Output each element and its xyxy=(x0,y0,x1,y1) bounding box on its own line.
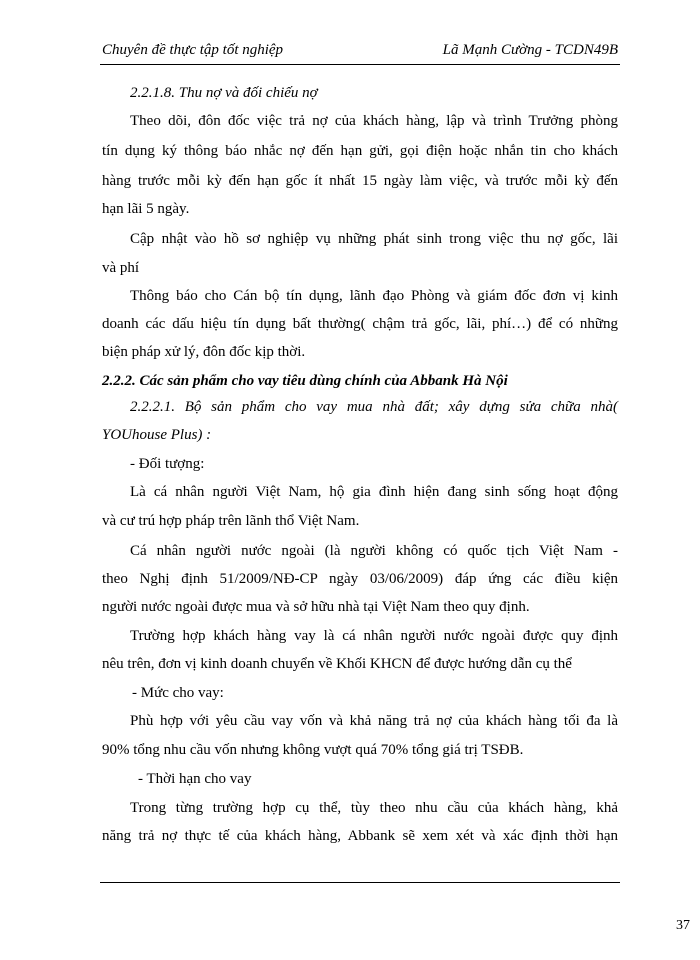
paragraph-line: Theo dõi, đôn đốc việc trả nợ của khách hàng, lập và trình Trưởng phòng xyxy=(130,113,618,129)
footer-rule xyxy=(100,882,620,883)
header-author: Lã Mạnh Cường - TCDN49B xyxy=(442,42,618,58)
paragraph-line: Trường hợp khách hàng vay là cá nhân người nước ngoài được quy định xyxy=(130,628,618,644)
paragraph-line: biện pháp xử lý, đôn đốc kịp thời. xyxy=(102,344,306,360)
paragraph-line: theo Nghị định 51/2009/NĐ-CP ngày 03/06/2009) đáp ứng các điều kiện xyxy=(102,571,618,587)
paragraph-line: 90% tổng nhu cầu vốn nhưng không vượt quá 70% tổng giá trị TSĐB. xyxy=(102,742,524,758)
paragraph-line: doanh các dấu hiệu tín dụng bất thường( chậm trả gốc, lãi, phí…) để có những xyxy=(102,316,618,332)
page-number: 37 xyxy=(676,918,690,933)
list-label-loan-amount: - Mức cho vay: xyxy=(132,685,224,701)
paragraph-line: Cá nhân người nước ngoài (là người không có quốc tịch Việt Nam - xyxy=(130,543,618,559)
section-heading-consumer-loans: 2.2.2. Các sản phẩm cho vay tiêu dùng chính của Abbank Hà Nội xyxy=(102,373,508,389)
paragraph-line: tín dụng ký thông báo nhắc nợ đến hạn gửi, gọi điện hoặc nhắn tin cho khách xyxy=(102,143,618,159)
paragraph-line: hàng trước mỗi kỳ đến hạn gốc ít nhất 15 ngày làm việc, và trước mỗi kỳ đến xyxy=(102,173,618,189)
list-label-subject: - Đối tượng: xyxy=(130,456,205,472)
paragraph-line: Trong từng trường hợp cụ thể, tùy theo nhu cầu của khách hàng, khả xyxy=(130,800,618,816)
list-label-loan-term: - Thời hạn cho vay xyxy=(138,771,252,787)
subsection-heading-youhouse-cont: YOUhouse Plus) : xyxy=(102,427,212,443)
paragraph-line: Thông báo cho Cán bộ tín dụng, lãnh đạo Phòng và giám đốc đơn vị kinh xyxy=(130,288,618,304)
paragraph-line: người nước ngoài được mua và sở hữu nhà tại Việt Nam theo quy định. xyxy=(102,599,530,615)
paragraph-line: Cập nhật vào hồ sơ nghiệp vụ những phát sinh trong việc thu nợ gốc, lãi xyxy=(130,231,618,247)
paragraph-line: Phù hợp với yêu cầu vay vốn và khả năng trả nợ của khách hàng tối đa là xyxy=(130,713,618,729)
page-header xyxy=(100,38,620,62)
paragraph-line: và phí xyxy=(102,260,140,276)
subsection-heading-youhouse: 2.2.2.1. Bộ sản phẩm cho vay mua nhà đất; xây dựng sửa chữa nhà( xyxy=(130,399,618,415)
subsection-heading-debt-collection: 2.2.1.8. Thu nợ và đối chiếu nợ xyxy=(130,85,318,101)
paragraph-line: năng trả nợ thực tế của khách hàng, Abbank sẽ xem xét và xác định thời hạn xyxy=(102,828,618,844)
header-rule xyxy=(100,64,620,65)
paragraph-line: hạn lãi 5 ngày. xyxy=(102,201,190,217)
header-document-title: Chuyên đề thực tập tốt nghiệp xyxy=(102,42,284,58)
paragraph-line: và cư trú hợp pháp trên lãnh thổ Việt Nam. xyxy=(102,513,360,529)
paragraph-line: nêu trên, đơn vị kinh doanh chuyển về Khối KHCN để được hướng dẫn cụ thể xyxy=(102,656,572,672)
paragraph-line: Là cá nhân người Việt Nam, hộ gia đình hiện đang sinh sống hoạt động xyxy=(130,484,618,500)
